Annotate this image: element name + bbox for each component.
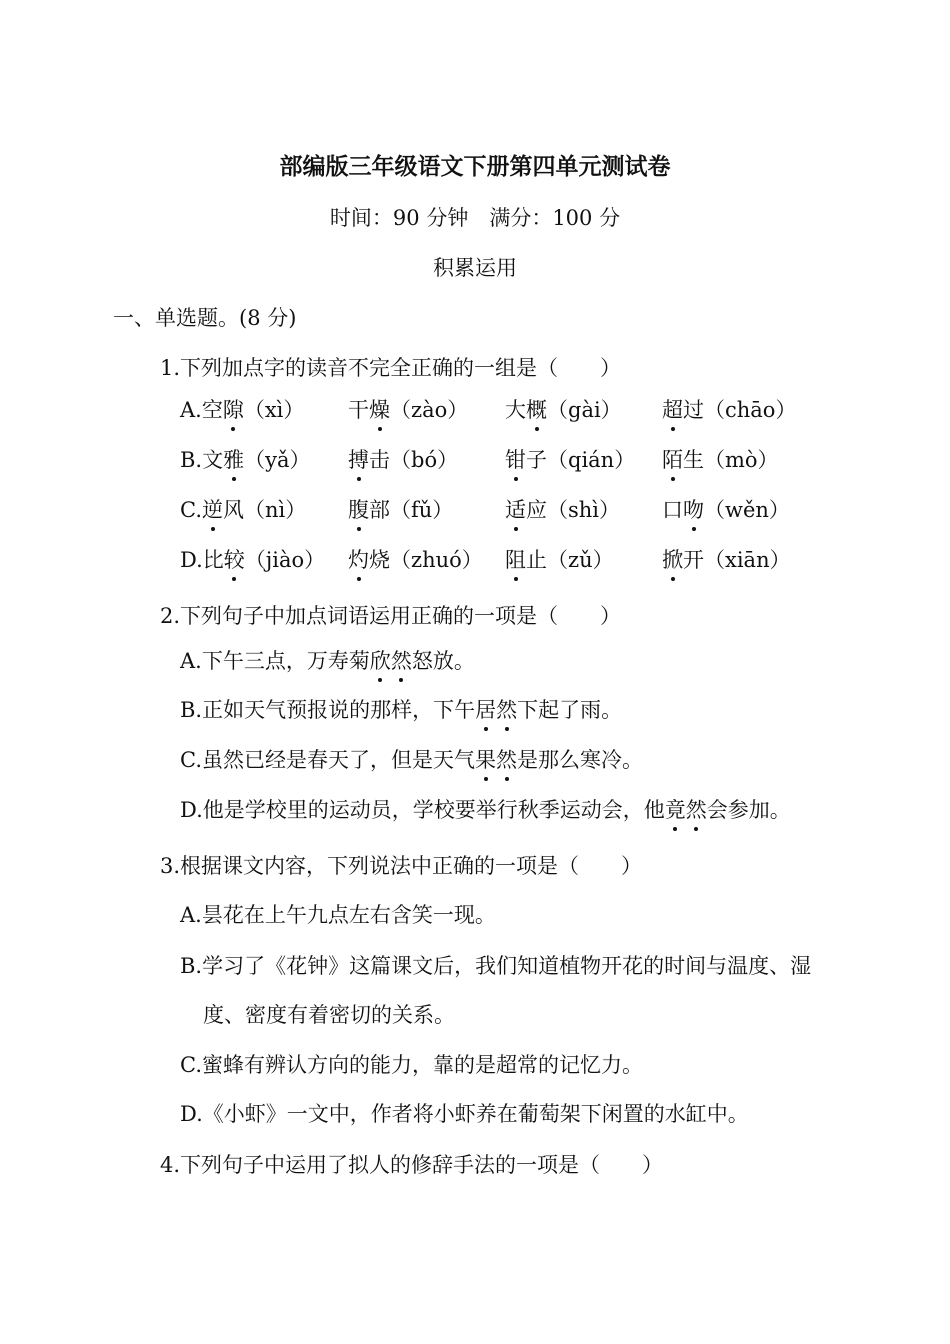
question-3-option-c: C.蜜蜂有辨认方向的能力，靠的是超常的记忆力。 bbox=[180, 1053, 643, 1077]
emphasis-dot-char: 概 bbox=[526, 395, 547, 425]
question-1-option-d-item: 灼烧（zhuó） bbox=[348, 545, 483, 575]
question-3-stem: 3.根据课文内容，下列说法中正确的一项是（ ） bbox=[160, 854, 643, 878]
emphasis-dot-char: 燥 bbox=[369, 395, 390, 425]
emphasis-dot-char: 隙 bbox=[223, 395, 244, 425]
emphasis-dot-char: 掀 bbox=[662, 545, 683, 575]
emphasis-dot-char: 雅 bbox=[223, 445, 244, 475]
question-1-option-a-item: 干燥（zào） bbox=[348, 395, 468, 425]
emphasis-dot-char: 逆 bbox=[202, 495, 223, 525]
emphasized-word: 竟然 bbox=[665, 798, 707, 822]
question-2-option-c: C.虽然已经是春天了，但是天气果然是那么寒冷。 bbox=[180, 745, 643, 775]
question-2-option-b: B.正如天气预报说的那样，下午居然下起了雨。 bbox=[180, 695, 622, 725]
question-3-option-b-line-2: 度、密度有着密切的关系。 bbox=[203, 1003, 455, 1027]
emphasis-dot-char: 吻 bbox=[683, 495, 704, 525]
emphasized-word: 欣然 bbox=[370, 649, 412, 673]
question-1-option-d-item: 阻止（zǔ） bbox=[505, 545, 614, 575]
page-title: 部编版三年级语文下册第四单元测试卷 bbox=[279, 153, 671, 180]
question-3-option-a: A.昙花在上午九点左右含笑一现。 bbox=[180, 903, 496, 927]
question-1-option-a-item: 大概（gài） bbox=[505, 395, 622, 425]
question-1-option-c-item: 适应（shì） bbox=[505, 495, 620, 525]
question-2-stem: 2.下列句子中加点词语运用正确的一项是（ ） bbox=[160, 604, 622, 628]
emphasis-dot-char: 搏 bbox=[348, 445, 369, 475]
emphasis-dot-char: 超 bbox=[662, 395, 683, 425]
question-3-option-d: D.《小虾》一文中，作者将小虾养在葡萄架下闲置的水缸中。 bbox=[180, 1102, 749, 1126]
question-1-option-b-item: 钳子（qián） bbox=[505, 445, 635, 475]
question-1-option-c-item: 腹部（fǔ） bbox=[348, 495, 453, 525]
question-1-option-d-item: 掀开（xiān） bbox=[662, 545, 791, 575]
question-1-option-b-item: B.文雅（yǎ） bbox=[180, 445, 311, 475]
emphasis-dot-char: 阻 bbox=[505, 545, 526, 575]
question-1-option-c-item: 口吻（wěn） bbox=[662, 495, 790, 525]
section-heading: 积累运用 bbox=[433, 256, 517, 280]
part-heading: 一、单选题。(8 分) bbox=[113, 306, 297, 330]
question-1-stem: 1.下列加点字的读音不完全正确的一组是（ ） bbox=[160, 356, 622, 380]
question-2-option-d: D.他是学校里的运动员，学校要举行秋季运动会，他竟然会参加。 bbox=[180, 795, 791, 825]
emphasis-dot-char: 钳 bbox=[505, 445, 526, 475]
emphasis-dot-char: 灼 bbox=[348, 545, 369, 575]
emphasized-word: 居然 bbox=[475, 698, 517, 722]
question-4-stem: 4.下列句子中运用了拟人的修辞手法的一项是（ ） bbox=[160, 1153, 664, 1177]
question-1-option-c-item: C.逆风（nì） bbox=[180, 495, 306, 525]
question-1-option-b-item: 陌生（mò） bbox=[662, 445, 779, 475]
emphasized-word: 果然 bbox=[475, 748, 517, 772]
emphasis-dot-char: 腹 bbox=[348, 495, 369, 525]
exam-meta: 时间：90 分钟 满分：100 分 bbox=[329, 206, 621, 230]
emphasis-dot-char: 适 bbox=[505, 495, 526, 525]
question-1-option-a-item: 超过（chāo） bbox=[662, 395, 796, 425]
question-3-option-b-line-1: B.学习了《花钟》这篇课文后，我们知道植物开花的时间与温度、湿 bbox=[180, 954, 812, 978]
emphasis-dot-char: 较 bbox=[224, 545, 245, 575]
question-2-option-a: A.下午三点，万寿菊欣然怒放。 bbox=[180, 646, 475, 676]
question-1-option-b-item: 搏击（bó） bbox=[348, 445, 458, 475]
emphasis-dot-char: 陌 bbox=[662, 445, 683, 475]
question-1-option-d-item: D.比较（jiào） bbox=[180, 545, 325, 575]
question-1-option-a-item: A.空隙（xì） bbox=[180, 395, 304, 425]
